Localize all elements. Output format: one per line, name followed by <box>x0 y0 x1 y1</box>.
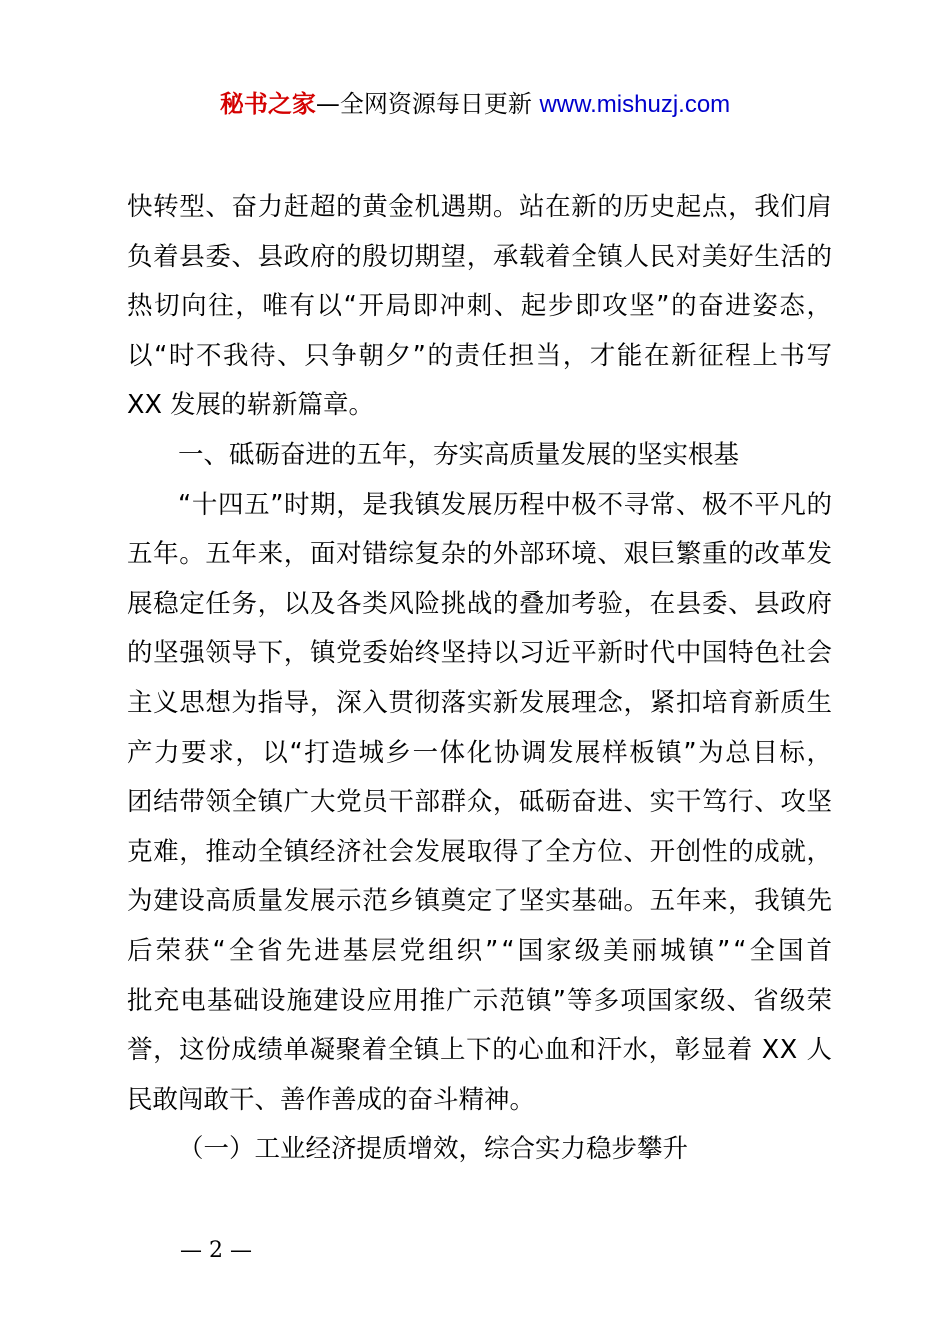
text-line: 后荣获“全省先进基层党组织”“国家级美丽城镇”“全国首 <box>127 935 835 966</box>
section-heading: 一、砥砺奋进的五年，夯实高质量发展的坚实根基 <box>178 439 740 470</box>
text-line: 以“时不我待、只争朝夕”的责任担当，才能在新征程上书写 <box>127 340 834 371</box>
text-line: 五年。五年来，面对错综复杂的外部环境、艰巨繁重的改革发 <box>127 539 833 570</box>
header-tagline: —全网资源每日更新 <box>315 90 532 118</box>
text-line: 主义思想为指导，深入贯彻落实新发展理念，紧扣培育新质生 <box>127 687 833 718</box>
text-line: 产力要求，以“打造城乡一体化协调发展样板镇”为总目标， <box>127 737 834 768</box>
text-line: 为建设高质量发展示范乡镇奠定了坚实基础。五年来，我镇先 <box>127 886 833 917</box>
brand-name: 秘书之家 <box>219 90 316 118</box>
text-line: XX 发展的崭新篇章。 <box>127 390 375 421</box>
text-line: 克难，推动全镇经济社会发展取得了全方位、开创性的成就， <box>127 836 833 867</box>
text-line: 誉，这份成绩单凝聚着全镇上下的心血和汗水，彰显着 XX 人 <box>127 1035 833 1066</box>
text-line: 民敢闯敢干、善作善成的奋斗精神。 <box>127 1084 536 1115</box>
document-body <box>127 183 835 1175</box>
text-line: 批充电基础设施建设应用推广示范镇”等多项国家级、省级荣 <box>127 985 834 1016</box>
text-line: 的坚强领导下，镇党委始终坚持以习近平新时代中国特色社会 <box>127 638 833 669</box>
text-line: 团结带领全镇广大党员干部群众，砥砺奋进、实干笃行、攻坚 <box>127 787 833 818</box>
text-line: 热切向往，唯有以“开局即冲刺、起步即攻坚”的奋进姿态， <box>127 291 834 322</box>
text-line: 快转型、奋力赶超的黄金机遇期。站在新的历史起点，我们肩 <box>127 192 833 222</box>
subsection-heading: （一）工业经济提质增效，综合实力稳步攀升 <box>178 1134 689 1165</box>
page-number: — 2 — <box>180 1238 252 1263</box>
text-line: 负着县委、县政府的殷切期望，承载着全镇人民对美好生活的 <box>127 241 833 272</box>
text-line: “十四五”时期，是我镇发展历程中极不寻常、极不平凡的 <box>178 489 833 520</box>
site-url[interactable]: www.mishuzj.com <box>539 91 731 118</box>
text-line: 展稳定任务，以及各类风险挑战的叠加考验，在县委、县政府 <box>127 588 833 619</box>
site-watermark-header <box>0 86 950 123</box>
